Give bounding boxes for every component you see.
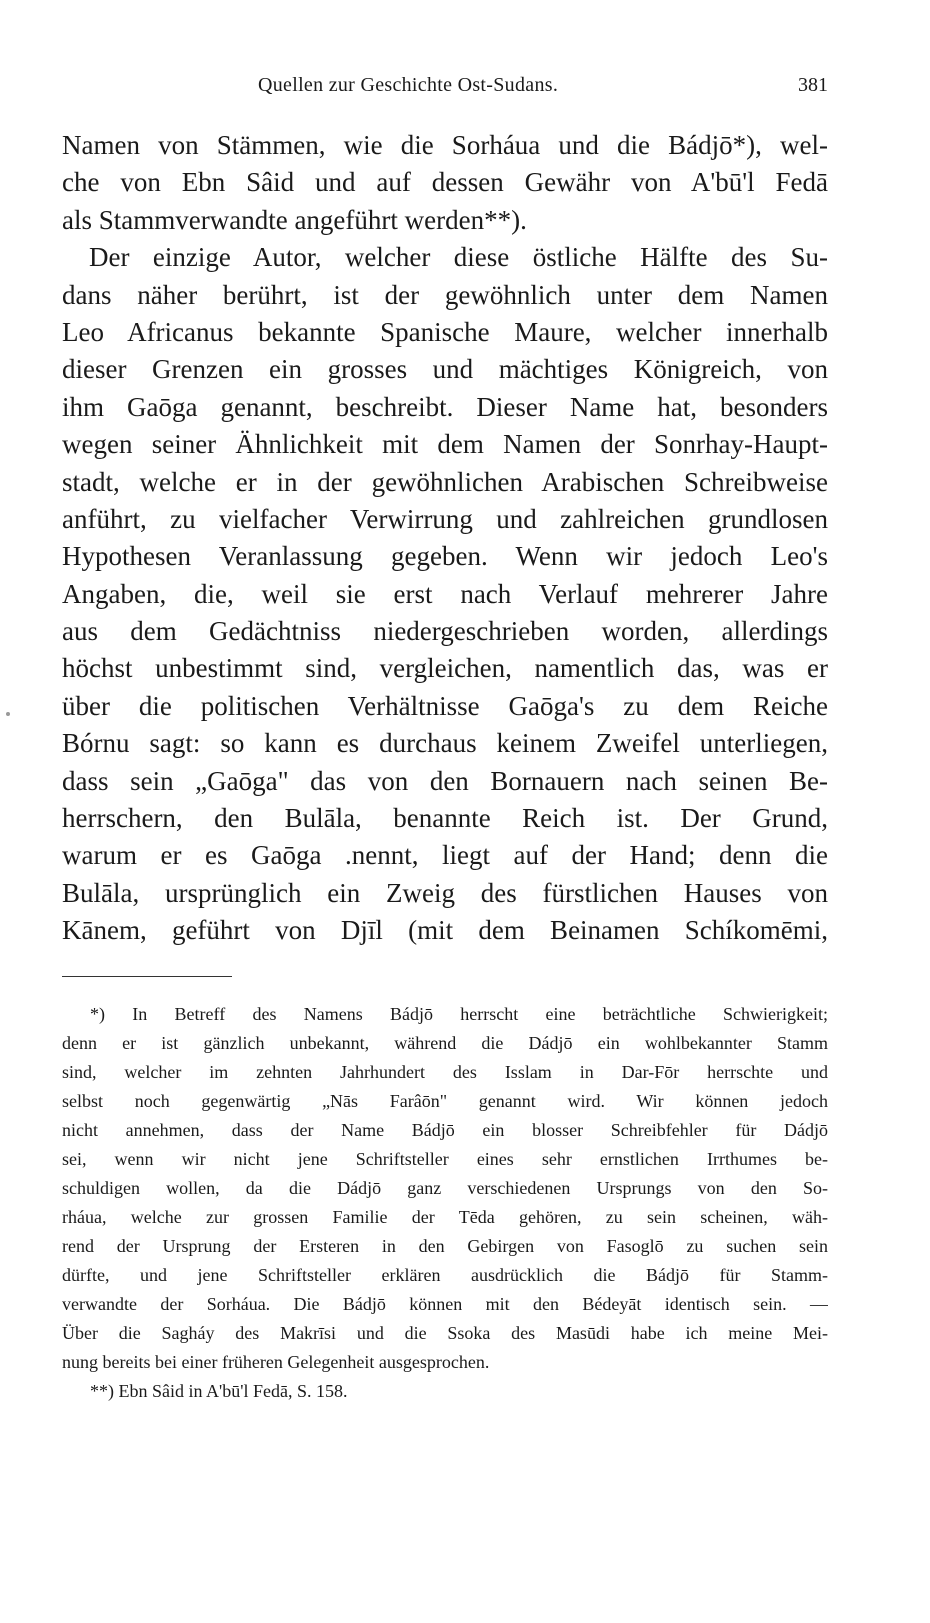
body-line: dieser Grenzen ein grosses und mächtiges Königreich, von [62,354,828,385]
body-line: wegen seiner Ähnlichkeit mit dem Namen der Sonrhay-Haupt- [62,429,828,460]
body-line: Bulāla, ursprünglich ein Zweig des fürstlichen Hauses von [62,877,828,908]
body-line: warum er es Gaōga .nennt, liegt auf der Hand; denn die [62,840,828,871]
body-line: über die politischen Verhältnisse Gaōga's zu dem Reiche [62,690,828,721]
footnote-line: schuldigen wollen, da die Dádjō ganz verschiedenen Ursprungs von den So- [62,1178,828,1198]
footnote-line: Über die Sagháy des Makrīsi und die Ssoka des Masūdi habe ich meine Mei- [62,1323,828,1343]
footnote-line: rend der Ursprung der Ersteren in den Gebirgen von Fasoglō zu suchen sein [62,1236,828,1256]
body-line: Hypothesen Veranlassung gegeben. Wenn wir jedoch Leo's [62,541,828,572]
body-line: höchst unbestimmt sind, vergleichen, namentlich das, was er [62,653,828,684]
footnote-line: nicht annehmen, dass der Name Bádjō ein blosser Schreibfehler für Dádjō [62,1120,828,1140]
body-line: aus dem Gedächtniss niedergeschrieben worden, allerdings [62,616,828,647]
footnote-line: nung bereits bei einer früheren Gelegenheit ausgesprochen. [62,1352,490,1372]
book-page [62,0,828,1623]
body-line: anführt, zu vielfacher Verwirrung und zahlreichen grundlosen [62,503,828,534]
margin-speck [6,712,10,716]
footnote-line: sind, welcher im zehnten Jahrhundert des Isslam in Dar-Fōr herrschte und [62,1062,828,1082]
footnote-line: dürfte, und jene Schriftsteller erklären ausdrücklich die Bádjō für Stamm- [62,1265,828,1285]
body-text [62,127,828,950]
body-line: Kānem, geführt von Djīl (mit dem Beinamen Schíkomēmi, [62,915,828,946]
footnote-1-start: *) In Betreff des Namens Bádjō herrscht eine beträchtliche Schwierigkeit; [90,1004,828,1024]
footnote-2-start: **) Ebn Sâid in A'bū'l Fedā, S. 158. [90,1381,348,1401]
body-line: Leo Africanus bekannte Spanische Maure, welcher innerhalb [62,316,828,347]
body-line: Namen von Stämmen, wie die Sorháua und die Bádjō*), wel- [62,130,828,160]
body-line: Angaben, die, weil sie erst nach Verlauf mehrerer Jahre [62,578,828,609]
body-line: als Stammverwandte angeführt werden**). [62,204,527,235]
footnote-line: rháua, welche zur grossen Familie der Tēda gehören, zu sein scheinen, wäh- [62,1207,828,1227]
body-line: che von Ebn Sâid und auf dessen Gewähr von A'bū'l Fedā [62,167,828,198]
body-line: stadt, welche er in der gewöhnlichen Arabischen Schreibweise [62,466,828,497]
footnote-line: denn er ist gänzlich unbekannt, während die Dádjō ein wohlbekannter Stamm [62,1033,828,1053]
footnote-divider [62,976,232,977]
body-line: herrschern, den Bulāla, benannte Reich ist. Der Grund, [62,803,828,834]
running-head [62,74,828,104]
body-line: dans näher berührt, ist der gewöhnlich unter dem Namen [62,279,828,310]
body-line: ihm Gaōga genannt, beschreibt. Dieser Name hat, besonders [62,391,828,422]
footnote-line: selbst noch gegenwärtig „Nās Farâōn" genannt wird. Wir können jedoch [62,1091,828,1111]
footnotes [62,1000,828,1406]
footnote-line: verwandte der Sorháua. Die Bádjō können mit den Bédeyāt identisch sein. — [62,1294,828,1314]
body-line: dass sein „Gaōga" das von den Bornauern nach seinen Be- [62,765,828,796]
running-title: Quellen zur Geschichte Ost-Sudans. [258,74,559,96]
footnote-line: sei, wenn wir nicht jene Schriftsteller eines sehr ernstlichen Irrthumes be- [62,1149,828,1169]
page-number: 381 [798,74,828,96]
paragraph-start-line: Der einzige Autor, welcher diese östliche Hälfte des Su- [89,242,828,273]
body-line: Bórnu sagt: so kann es durchaus keinem Zweifel unterliegen, [62,728,828,759]
